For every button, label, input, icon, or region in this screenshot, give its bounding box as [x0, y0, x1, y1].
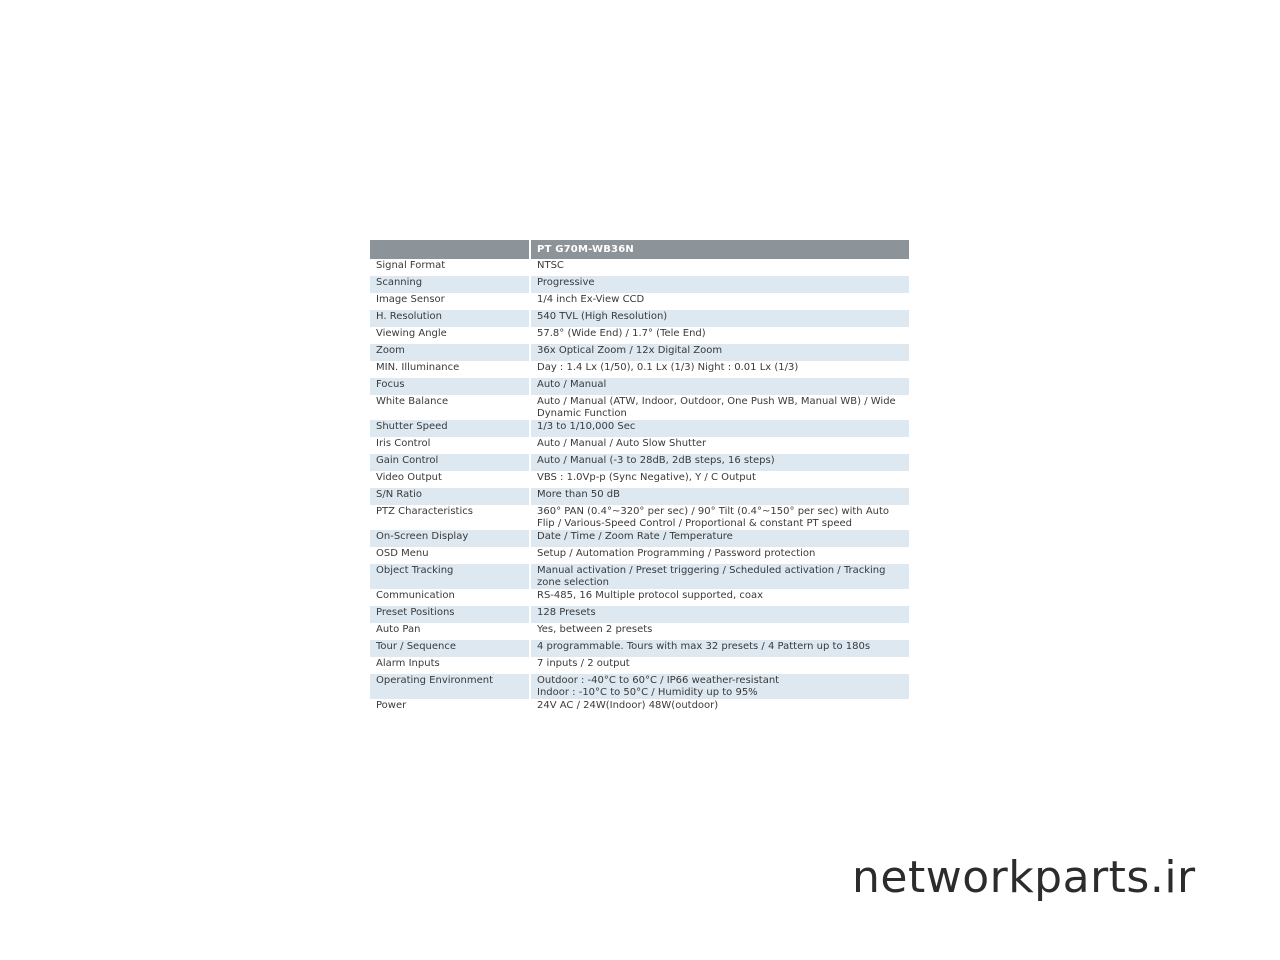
table-row [370, 293, 909, 310]
spec-value: More than 50 dB [531, 488, 909, 505]
spec-header-label [370, 240, 531, 259]
table-row [370, 378, 909, 395]
spec-label: OSD Menu [370, 547, 531, 564]
spec-label: Preset Positions [370, 606, 531, 623]
table-row [370, 640, 909, 657]
table-row [370, 259, 909, 276]
table-row [370, 505, 909, 530]
spec-label: Gain Control [370, 454, 531, 471]
spec-label: Image Sensor [370, 293, 531, 310]
spec-label: Video Output [370, 471, 531, 488]
spec-label: Object Tracking [370, 564, 531, 589]
spec-value: Auto / Manual [531, 378, 909, 395]
spec-value: RS-485, 16 Multiple protocol supported, coax [531, 589, 909, 606]
table-row [370, 488, 909, 505]
spec-table-header-row [370, 240, 909, 259]
table-row [370, 547, 909, 564]
table-row [370, 657, 909, 674]
table-row [370, 327, 909, 344]
spec-value: Auto / Manual (ATW, Indoor, Outdoor, One Push WB, Manual WB) / Wide Dynamic Function [531, 395, 909, 420]
spec-value: 36x Optical Zoom / 12x Digital Zoom [531, 344, 909, 361]
spec-value: 7 inputs / 2 output [531, 657, 909, 674]
table-row [370, 589, 909, 606]
spec-value: Manual activation / Preset triggering / Scheduled activation / Tracking zone selection [531, 564, 909, 589]
table-row [370, 454, 909, 471]
table-row [370, 530, 909, 547]
spec-label: Iris Control [370, 437, 531, 454]
table-row [370, 471, 909, 488]
spec-label: Focus [370, 378, 531, 395]
table-row [370, 420, 909, 437]
spec-label: On-Screen Display [370, 530, 531, 547]
table-row [370, 674, 909, 699]
spec-label: PTZ Characteristics [370, 505, 531, 530]
spec-label: Viewing Angle [370, 327, 531, 344]
spec-value: VBS : 1.0Vp-p (Sync Negative), Y / C Output [531, 471, 909, 488]
spec-label: Signal Format [370, 259, 531, 276]
table-row [370, 564, 909, 589]
spec-label: Scanning [370, 276, 531, 293]
spec-label: Tour / Sequence [370, 640, 531, 657]
spec-value: 57.8° (Wide End) / 1.7° (Tele End) [531, 327, 909, 344]
table-row [370, 623, 909, 640]
spec-label: Communication [370, 589, 531, 606]
spec-value: 540 TVL (High Resolution) [531, 310, 909, 327]
spec-label: Alarm Inputs [370, 657, 531, 674]
spec-value: Progressive [531, 276, 909, 293]
spec-label: Power [370, 699, 531, 716]
spec-label: Auto Pan [370, 623, 531, 640]
table-row [370, 437, 909, 454]
spec-label: Operating Environment [370, 674, 531, 699]
table-row [370, 699, 909, 716]
spec-label: Zoom [370, 344, 531, 361]
table-row [370, 310, 909, 327]
spec-label: MIN. Illuminance [370, 361, 531, 378]
spec-label: H. Resolution [370, 310, 531, 327]
table-row [370, 395, 909, 420]
spec-value: Setup / Automation Programming / Password protection [531, 547, 909, 564]
spec-value: 4 programmable. Tours with max 32 presets / 4 Pattern up to 180s [531, 640, 909, 657]
spec-value: Auto / Manual (-3 to 28dB, 2dB steps, 16 steps) [531, 454, 909, 471]
spec-value: 1/3 to 1/10,000 Sec [531, 420, 909, 437]
spec-value: 24V AC / 24W(Indoor) 48W(outdoor) [531, 699, 909, 716]
table-row [370, 276, 909, 293]
spec-label: S/N Ratio [370, 488, 531, 505]
table-row [370, 361, 909, 378]
spec-value: 128 Presets [531, 606, 909, 623]
spec-value: 360° PAN (0.4°~320° per sec) / 90° Tilt (0.4°~150° per sec) with Auto Flip / Various-Speed Control / Proportional & constant PT speed [531, 505, 909, 530]
spec-value: NTSC [531, 259, 909, 276]
spec-value: Auto / Manual / Auto Slow Shutter [531, 437, 909, 454]
spec-header-model: PT G70M-WB36N [531, 240, 909, 259]
spec-table [370, 240, 909, 716]
spec-value: 1/4 inch Ex-View CCD [531, 293, 909, 310]
spec-table-body [370, 259, 909, 716]
watermark-logo: networkparts.ir [852, 852, 1196, 903]
spec-value: Date / Time / Zoom Rate / Temperature [531, 530, 909, 547]
spec-value: Outdoor : -40°C to 60°C / IP66 weather-resistant Indoor : -10°C to 50°C / Humidity up to 95% [531, 674, 909, 699]
spec-value: Day : 1.4 Lx (1/50), 0.1 Lx (1/3) Night : 0.01 Lx (1/3) [531, 361, 909, 378]
spec-label: Shutter Speed [370, 420, 531, 437]
spec-label: White Balance [370, 395, 531, 420]
table-row [370, 344, 909, 361]
table-row [370, 606, 909, 623]
spec-value: Yes, between 2 presets [531, 623, 909, 640]
